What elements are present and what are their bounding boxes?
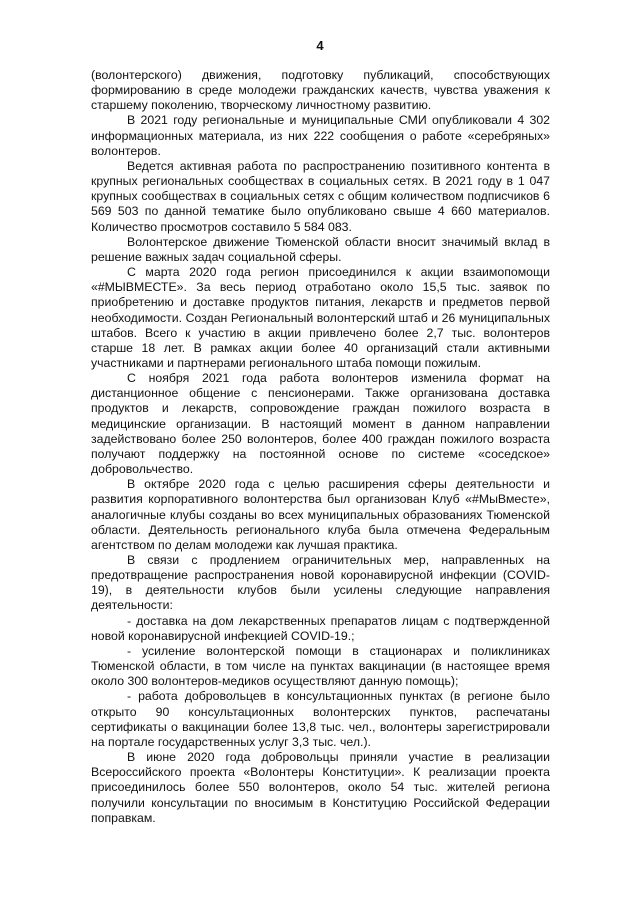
paragraph-social-networks: Ведется активная работа по распространению позитивного контента в крупных региональных сообществах в социальных сетях. В 2021 году в 1 047 крупных сообществах в социальных сетях с общим количеством подписчиков 6 569 503 по данной тематике было опубликовано свыше 4 660 материалов. Количество просмотров составило 5 584 083.	[91, 158, 550, 234]
paragraph-remote-communication: С ноября 2021 года работа волонтеров изменила формат на дистанционное общение с пенсионерами. Также организована доставка продуктов и лекарств, сопровождение граждан пожилого возраста в медицинские организации. В настоящий момент в данном направлении задействовано более 250 волонтеров, более 400 граждан пожилого возраста получают поддержку на постоянной основе по системе «соседское» добровольчество.	[91, 371, 550, 477]
paragraph-media-publications: В 2021 году региональные и муниципальные СМИ опубликовали 4 302 информационных материала, из них 222 сообщения о работе «серебряных» волонтеров.	[91, 113, 550, 158]
paragraph-youth-movement-continuation: (волонтерского) движения, подготовку публикаций, способствующих формированию в среде молодежи гражданских качеств, чувства уважения к старшему поколению, творческому личностному развитию.	[91, 68, 550, 113]
paragraph-constitution-volunteers: В июне 2020 года добровольцы приняли участие в реализации Всероссийского проекта «Волонтеры Конституции». К реализации проекта присоединилось более 550 волонтеров, около 54 тыс. жителей региона получили консультации по вносимым в Конституцию Российской Федерации поправкам.	[91, 750, 550, 825]
paragraph-volunteer-contribution: Волонтерское движение Тюменской области вносит значимый вклад в решение важных задач социальной сферы.	[91, 234, 550, 264]
paragraph-covid-directions-intro: В связи с продлением ограничительных мер, направленных на предотвращение распространения новой коронавирусной инфекции (COVID-19), в деятельности клубов были усилены следующие направления деятельности:	[91, 553, 550, 613]
list-item-hospital-assistance: - усиление волонтерской помощи в стационарах и поликлиниках Тюменской области, в том числе на пунктах вакцинации (в настоящее время около 300 волонтеров-медиков осуществляют данную помощь);	[91, 643, 550, 689]
paragraph-mutual-aid-campaign: С марта 2020 года регион присоединился к акции взаимопомощи «#МЫВМЕСТЕ». За весь период отработано около 15,5 тыс. заявок по приобретению и доставке продуктов питания, лекарств и предметов первой необходимости. Создан Региональный волонтерский штаб и 26 муниципальных штабов. Всего к участию в акции привлечено более 2,7 тыс. волонтеров старше 18 лет. В рамках акции более 40 организаций стали активными участниками и партнерами регионального штаба помощи пожилым.	[91, 265, 550, 370]
page-number: 4	[316, 38, 324, 53]
list-item-consultation-points: - работа добровольцев в консультационных пунктах (в регионе было открыто 90 консультационных волонтерских пунктов, распечатаны сертификаты о вакцинации более 13,8 тыс. чел., волонтеры зарегистрировали на портале государственных услуг 3,3 тыс. чел.).	[91, 689, 550, 749]
paragraph-club-together: В октябре 2020 года с целью расширения сферы деятельности и развития корпоративного волонтерства был организован Клуб «#МыВместе», аналогичные клубы созданы во всех муниципальных образованиях Тюменской области. Деятельность регионального клуба была отмечена Федеральным агентством по делам молодежи как лучшая практика.	[91, 477, 550, 552]
document-body	[91, 68, 550, 826]
list-item-medicine-delivery: - доставка на дом лекарственных препаратов лицам с подтвержденной новой коронавирусной инфекцией COVID-19.;	[91, 613, 550, 643]
